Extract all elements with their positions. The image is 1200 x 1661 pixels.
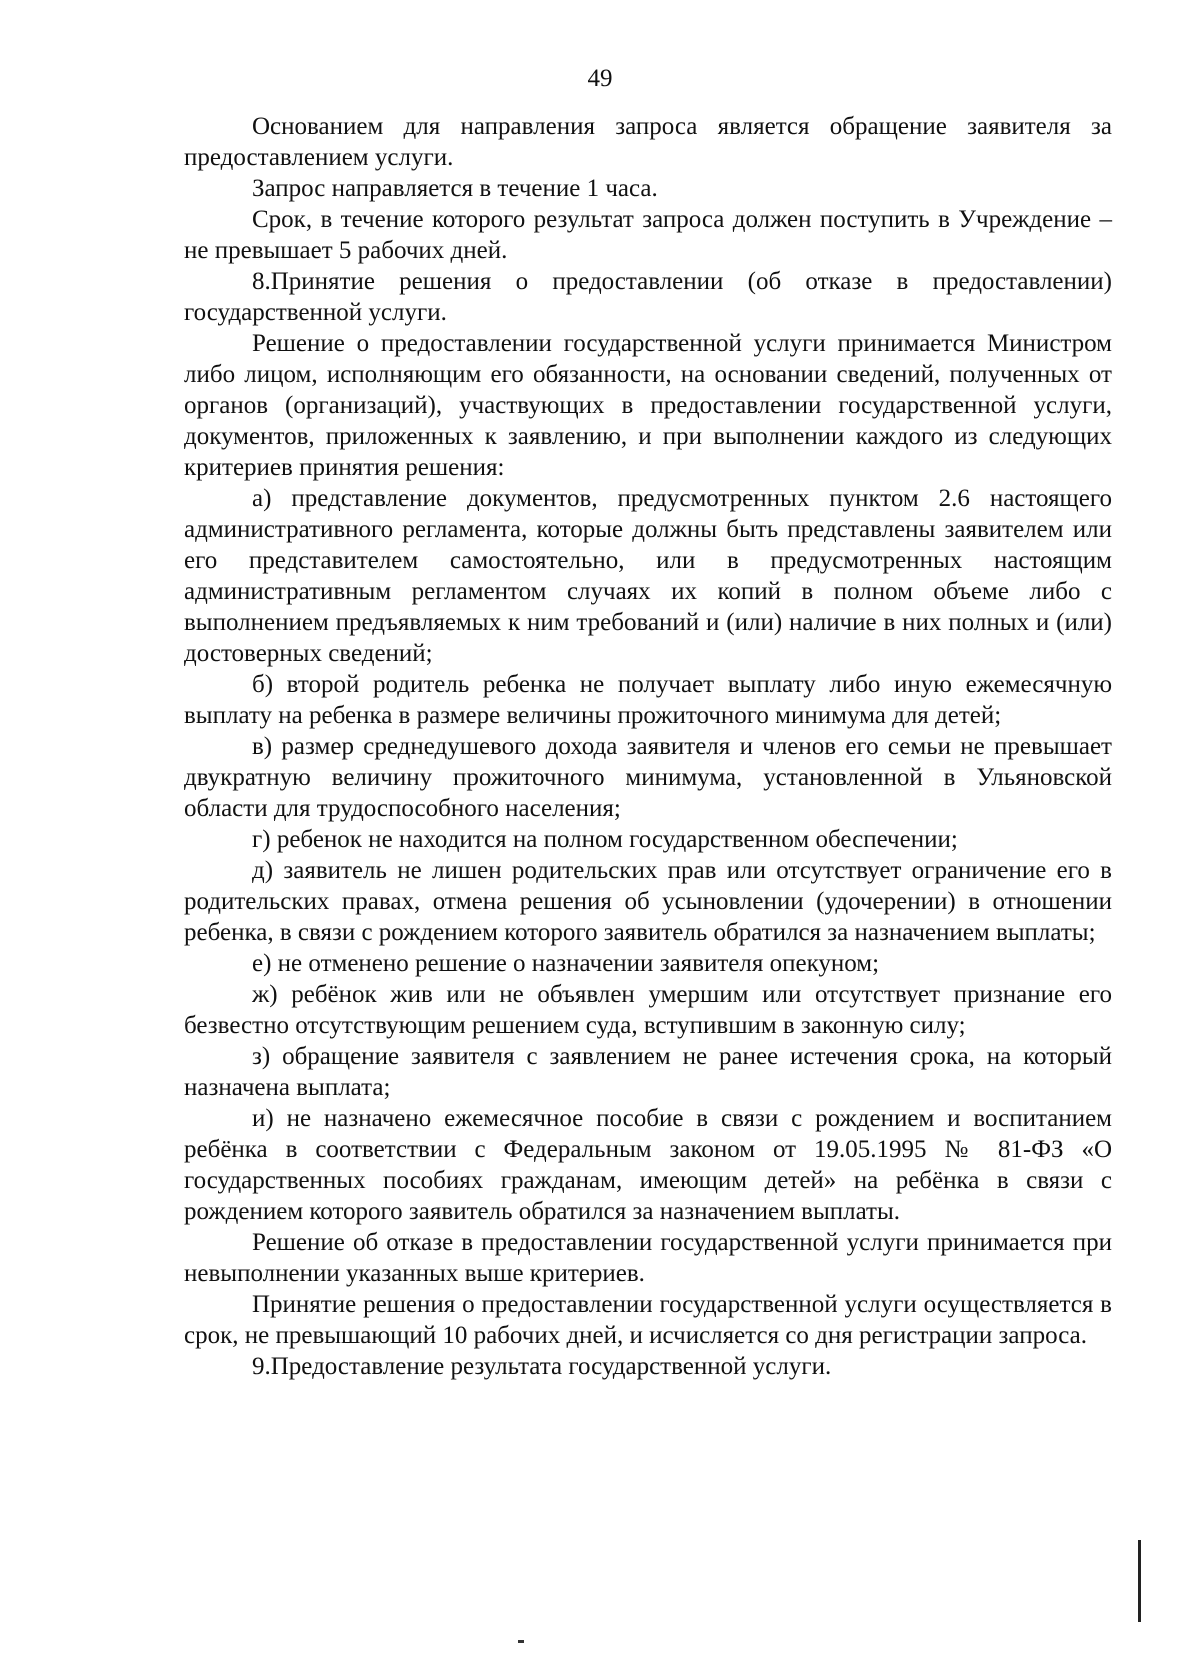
paragraph-response-term: Срок, в течение которого результат запроса должен поступить в Учреждение – не превышает 5 рабочих дней. bbox=[184, 206, 1112, 264]
criterion-v: в) размер среднедушевого дохода заявителя и членов его семьи не превышает двукратную величину прожиточного минимума, установленной в Ульяновской области для трудоспособного населения; bbox=[184, 733, 1112, 822]
criterion-z: з) обращение заявителя с заявлением не ранее истечения срока, на который назначена выплата; bbox=[184, 1043, 1112, 1101]
paragraph-request-timing: Запрос направляется в течение 1 часа. bbox=[252, 175, 658, 202]
paragraph-request-basis: Основанием для направления запроса является обращение заявителя за предоставлением услуги. bbox=[184, 113, 1112, 171]
scan-dot-mark bbox=[518, 1640, 524, 1643]
criterion-b: б) второй родитель ребенка не получает выплату либо иную ежемесячную выплату на ребенка в размере величины прожиточного минимума для детей; bbox=[184, 671, 1112, 729]
criterion-g: г) ребенок не находится на полном государственном обеспечении; bbox=[252, 826, 958, 853]
paragraph-decision-term: Принятие решения о предоставлении государственной услуги осуществляется в срок, не превышающий 10 рабочих дней, и исчисляется со дня регистрации запроса. bbox=[184, 1291, 1112, 1349]
criterion-d: д) заявитель не лишен родительских прав или отсутствует ограничение его в родительских правах, отмена решения об усыновлении (удочерении) в отношении ребенка, в связи с рождением которого заявитель обратился за назначением выплаты; bbox=[184, 857, 1112, 946]
scan-edge-mark bbox=[1138, 1540, 1141, 1622]
section-heading-9: 9.Предоставление результата государственной услуги. bbox=[252, 1353, 832, 1380]
page-number: 49 bbox=[587, 65, 613, 92]
document-body bbox=[184, 111, 1112, 1382]
paragraph-refusal: Решение об отказе в предоставлении государственной услуги принимается при невыполнении указанных выше критериев. bbox=[184, 1229, 1112, 1287]
criterion-zh: ж) ребёнок жив или не объявлен умершим или отсутствует признание его безвестно отсутствующим решением суда, вступившим в законную силу; bbox=[184, 981, 1112, 1039]
criterion-i: и) не назначено ежемесячное пособие в связи с рождением и воспитанием ребёнка в соответствии с Федеральным законом от 19.05.1995 № 81-ФЗ «О государственных пособиях гражданам, имеющим детей» на ребёнка в связи с рождением которого заявитель обратился за назначением выплаты. bbox=[184, 1105, 1112, 1225]
criterion-e: е) не отменено решение о назначении заявителя опекуном; bbox=[252, 950, 880, 977]
section-heading-8: 8.Принятие решения о предоставлении (об отказе в предоставлении) государственной услуги. bbox=[184, 268, 1112, 326]
paragraph-decision-criteria: Решение о предоставлении государственной услуги принимается Министром либо лицом, исполняющим его обязанности, на основании сведений, полученных от органов (организаций), участвующих в предоставлении государственной услуги, документов, приложенных к заявлению, и при выполнении каждого из следующих критериев принятия решения: bbox=[184, 330, 1112, 481]
criterion-a: а) представление документов, предусмотренных пунктом 2.6 настоящего административного регламента, которые должны быть представлены заявителем или его представителем самостоятельно, или в предусмотренных настоящим административным регламентом случаях их копий в полном объеме либо с выполнением предъявляемых к ним требований и (или) наличие в них полных и (или) достоверных сведений; bbox=[184, 485, 1112, 667]
